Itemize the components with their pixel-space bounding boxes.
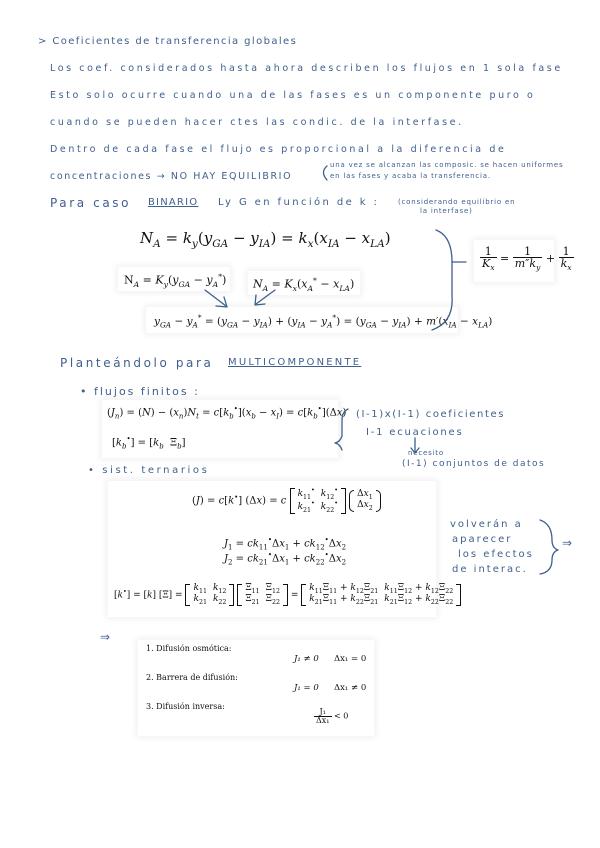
ternary-label: • sist. ternarios: [88, 465, 210, 476]
intro-line-4: Dentro de cada fase el flujo es proporcional a la diferencia de: [50, 144, 507, 155]
matrix-correction-equation: $[k_b^•] = [k_b$ $\Xi_b$]: [112, 435, 186, 451]
intro-line-5: concentraciones → NO HAY EQUILIBRIO: [50, 171, 293, 182]
intro-line-3: cuando se pueden hacer ctes las condic. de la interfase.: [50, 117, 464, 128]
datasets-count: (I-1) conjuntos de datos: [402, 459, 546, 469]
section-heading: > Coeficientes de transferencia globales: [38, 36, 298, 47]
binary-note-1: (considerando equilibrio en: [398, 198, 516, 206]
binary-brace: [432, 230, 452, 330]
interaction-brace: [540, 520, 558, 574]
finite-flux-equation: $(J_n) = (N) - (x_n)N_t = c[k_b^•](x_b - x_I) = c[k_b^•](\Delta x)$: [107, 405, 347, 421]
binary-note-2: la interfase): [420, 207, 473, 215]
aside-brace: [324, 166, 328, 180]
requires-label: necesito: [408, 449, 444, 457]
ternary-j1-equation: $J_1 = ck_{11}^•\Delta x_1 + ck_{12}^•\Delta x_2$: [224, 536, 347, 552]
arrow-liquid-shaft: [256, 290, 275, 304]
resistance-equation: $\frac{1}{K_x}$ = $\frac{1}{m''k_y}$ + $\frac{1}{k_x}$: [482, 245, 572, 273]
binary-prefix: Para caso: [50, 196, 132, 210]
interaction-note-2: aparecer: [452, 534, 513, 545]
intro-line-1: Los coef. considerados hasta ahora describen los flujos en 1 sola fase: [50, 63, 563, 74]
case-1-gradient: Δx₁ = 0: [334, 654, 367, 664]
binary-middle: Ly G en función de k :: [218, 197, 380, 208]
binary-flux-equation: $N_A = k_y(y_{GA} - y_{IA}) = k_x(x_{IA} - x_{LA})$: [140, 229, 391, 250]
equilibrium-aside-1: una vez se alcanzan las composic. se hacen uniformes: [330, 161, 564, 169]
binary-keyword: BINARIO: [148, 197, 199, 208]
ternary-matrix-equation: [k•] = [k] [Ξ] = $k_{11}$ $k_{12}$ $k_{21}$ $k_{22}$ $\Xi_{11}$ $\Xi_{12}$ $\Xi_{21}$ $\Xi_{22}$ = $k_{11}\Xi_{11} + k_{12}\Xi_{21}$ $k_{11}\Xi_{12} + k_{12}\Xi_{22}$ $k_{21}\Xi_{11} + k_{22}\Xi_{21}$ $k_{21}\Xi_{12} + k_{22}\Xi_{22}$: [114, 584, 461, 606]
interaction-note-4: de interac.: [452, 564, 528, 575]
equilibrium-aside-2: en las fases y acaba la transferencia.: [330, 172, 491, 180]
global-liquid-equation: $N_A = K_x(x_A^* - x_{LA})$: [253, 276, 355, 293]
global-gas-equation: $N_A = K_y(y_{GA} - y_A^*)$: [124, 272, 227, 289]
driving-force-equation: $y_{GA} - y_A^* = (y_{GA} - y_{IA}) + (y_{IA} - y_A^*) = (y_{GA} - y_{IA}) + m'(x_{IA} - x_{LA})$: [154, 313, 493, 330]
finite-fluxes-label: • flujos finitos :: [80, 385, 200, 398]
arrow-gas-shaft: [205, 290, 226, 306]
interaction-note-1: volverán a: [450, 519, 523, 530]
case-3-denominator: Δx₁: [316, 716, 330, 725]
implies-arrow-right: ⇒: [562, 536, 575, 550]
interaction-note-3: los efectos: [458, 549, 534, 560]
multi-keyword: MULTICOMPONENTE: [228, 357, 362, 368]
implies-arrow-left: ⇒: [100, 630, 113, 644]
case-2-gradient: Δx₁ ≠ 0: [334, 683, 367, 693]
case-3-numerator: J₁: [314, 708, 332, 717]
ternary-j2-equation: $J_2 = ck_{21}^•\Delta x_1 + ck_{22}^•\Delta x_2$: [224, 551, 347, 567]
case-1-flux: J₁ ≠ 0: [294, 654, 319, 664]
ternary-flux-equation: (J) = c[k•] (Δx) = c $k_{11}^•$ $k_{12}^•$ $k_{21}^•$ $k_{22}^•$ $\Delta x_1$ $\Delta x_2$: [192, 488, 381, 514]
finite-brace: [335, 409, 348, 450]
case-1-label: 1. Difusión osmótica:: [146, 644, 232, 653]
equations-count: I-1 ecuaciones: [366, 427, 464, 438]
case-2-label: 2. Barrera de difusión:: [146, 673, 238, 682]
case-3-label: 3. Difusión inversa:: [146, 702, 225, 711]
case-3-condition: < 0: [334, 711, 349, 721]
coefficients-count: (I-1)x(I-1) coeficientes: [356, 409, 506, 420]
case-2-flux: J₁ = 0: [294, 683, 319, 693]
intro-line-2: Esto solo ocurre cuando una de las fases es un componente puro o: [50, 90, 536, 101]
multi-prefix: Planteándolo para: [60, 356, 214, 370]
